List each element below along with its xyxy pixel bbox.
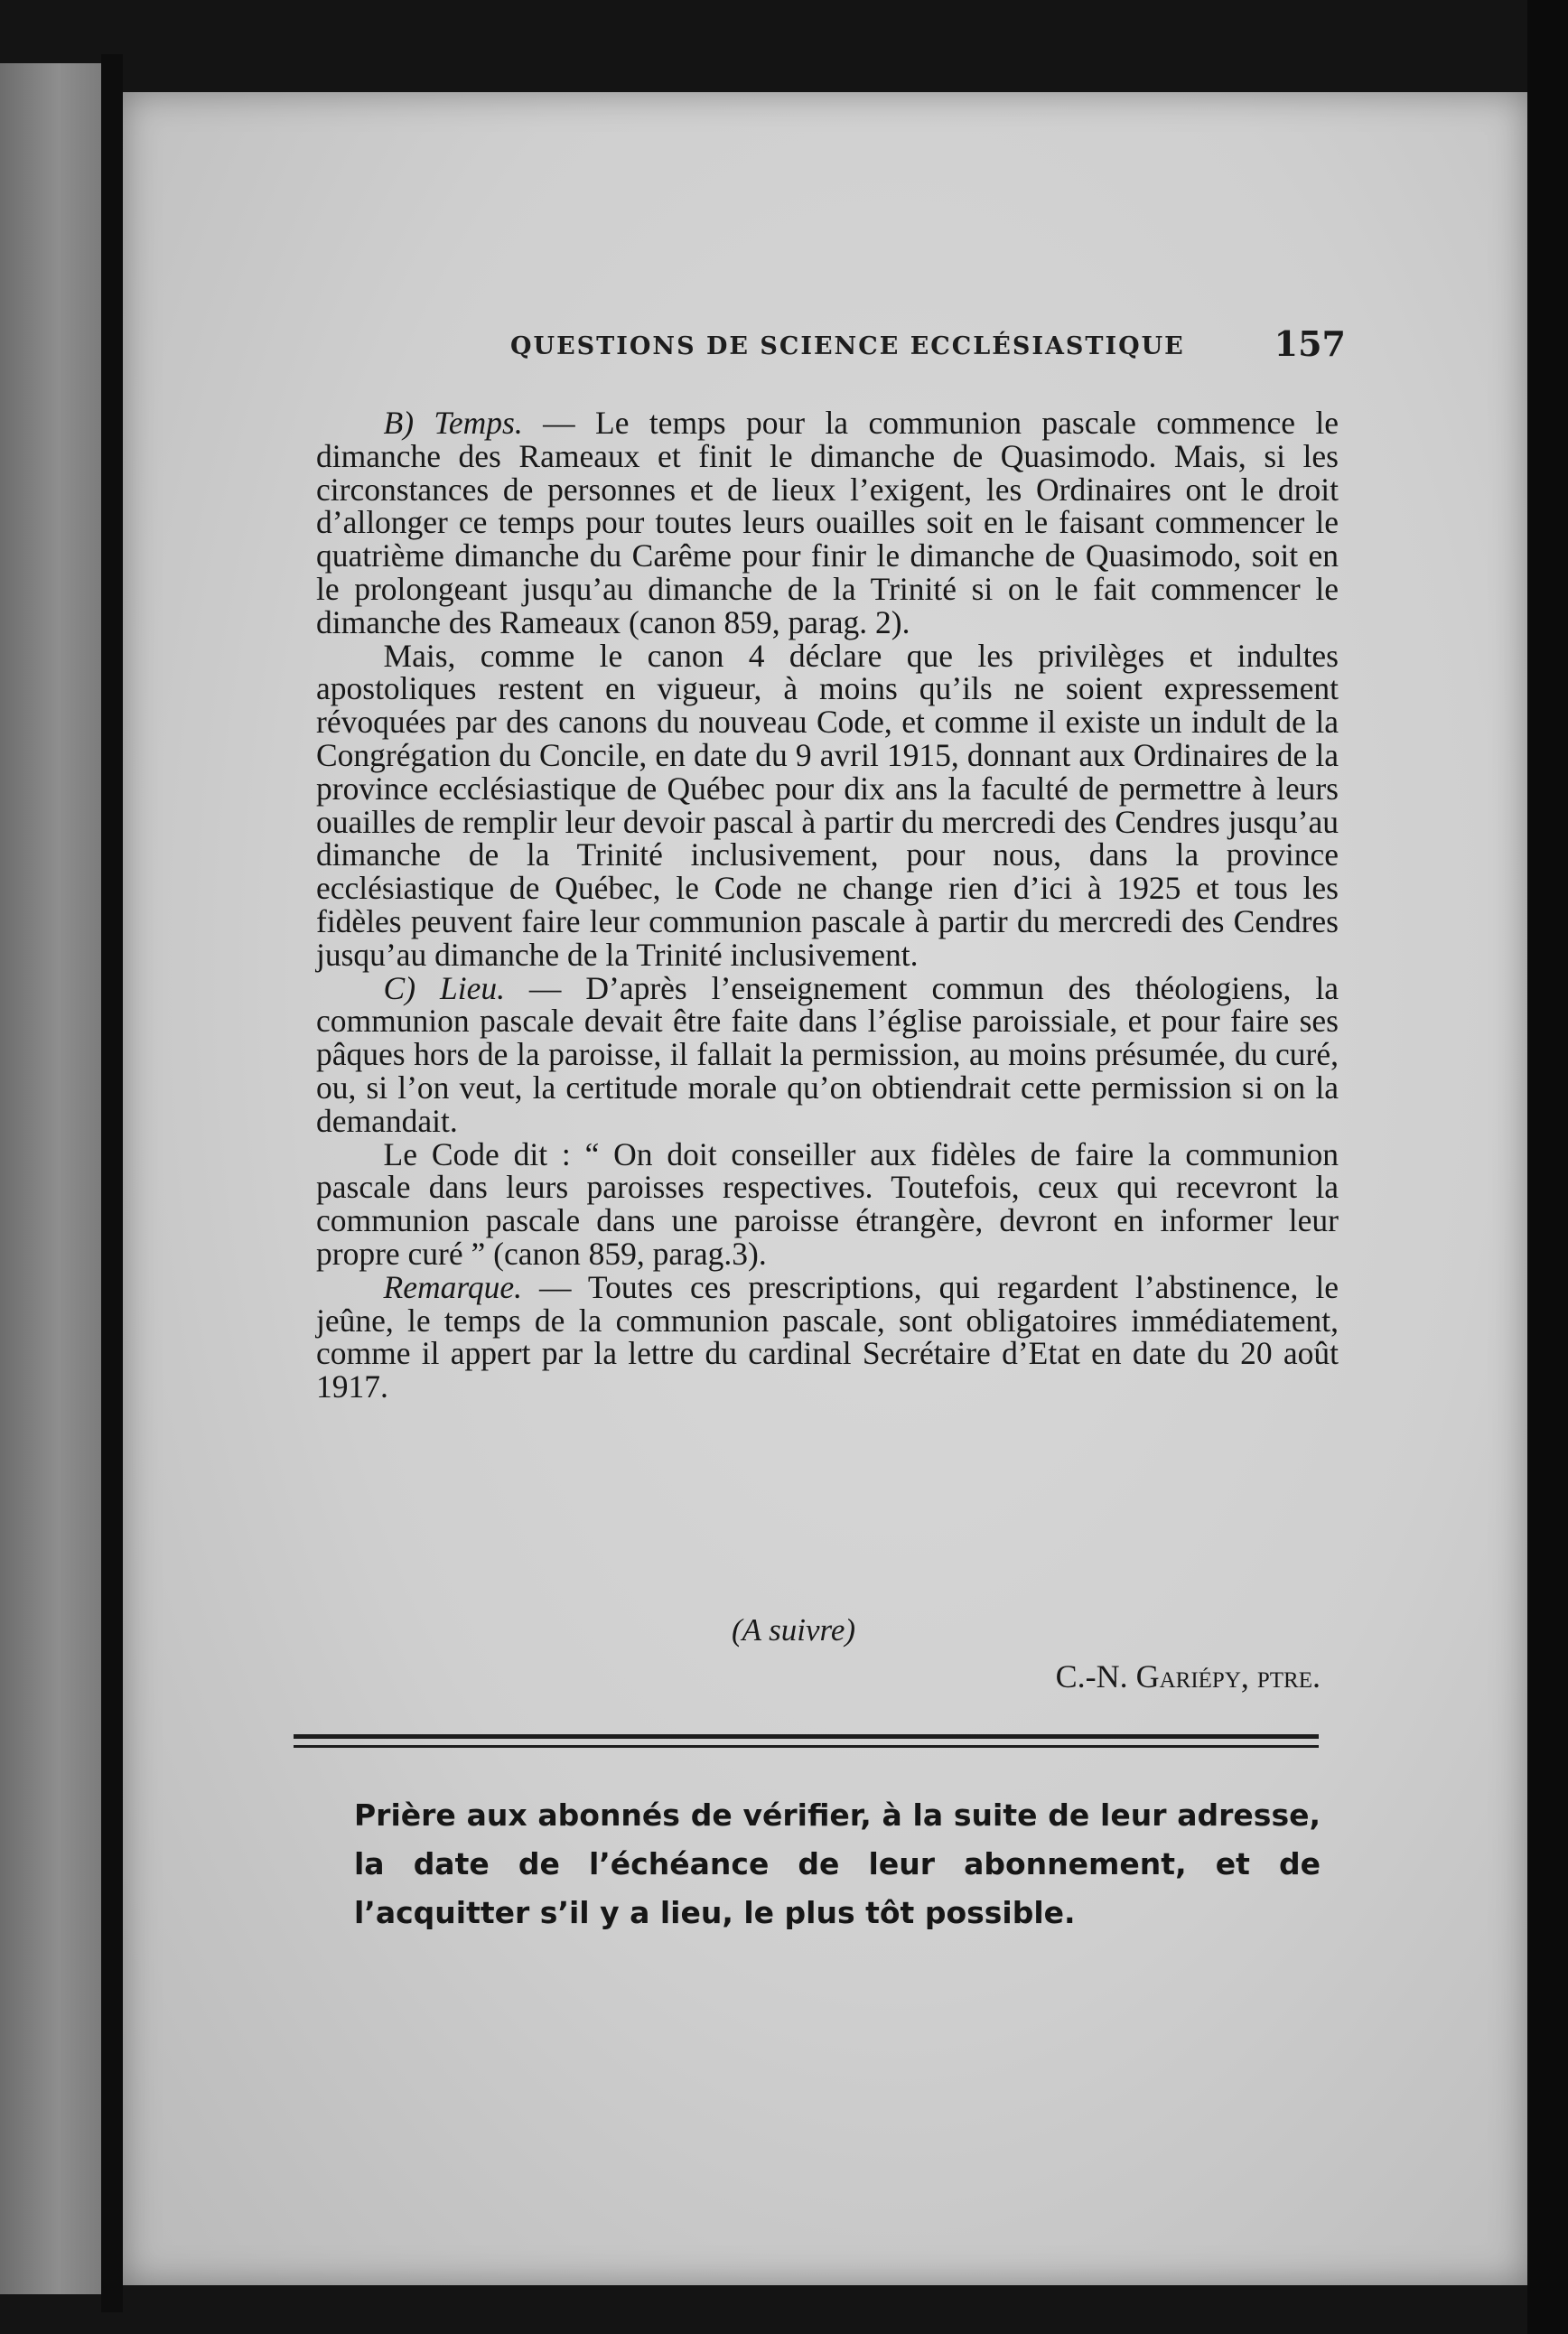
book-gutter <box>101 54 123 2312</box>
author-signature: C.-N. Gariépy, ptre. <box>1055 1658 1321 1694</box>
to-be-continued: (A suivre) <box>732 1612 856 1648</box>
paragraph-remarque <box>316 1268 1339 1405</box>
page-header <box>388 323 1346 378</box>
divider-rule <box>294 1734 1319 1739</box>
facing-page-edge <box>0 63 107 2294</box>
section-lead: C) Lieu. <box>383 969 505 1006</box>
article-signoff <box>316 1603 1339 1703</box>
paragraph-text: — Le temps pour la communion pascale commence le dimanche des Rameaux et finit le dimanche de Quasimodo. Mais, si les circonstances de personnes et de lieux l’exigent, les Ordinaires ont le droit d’allonger ce temps pour toutes leurs ouailles soit en le faisant commencer le quatrième dimanche du Carême pour finir le dimanche de Quasimodo, soit en le prolongeant jusqu’au dimanche de la Trinité si on le fait commencer le dimanche des Rameaux (canon 859, parag. 2). <box>316 405 1339 640</box>
paragraph-text: Mais, comme le canon 4 déclare que les privilèges et indultes apostoliques restent en vigueur, à moins qu’ils ne soient expressement révoquées par des canons du nouveau Code, et comme il existe un indult de la Congrégation du Concile, en date du 9 avril 1915, donnant aux Ordinaires de la province ecclésiastique de Québec pour dix ans la faculté de permettre à leurs ouailles de remplir leur devoir pascal à partir du mercredi des Cendres jusqu’au dimanche de la Trinité inclusivement, pour nous, dans la province ecclésiastique de Québec, le Code ne change rien d’ici à 1925 et tous les fidèles peuvent faire leur communion pascale à partir du mercredi des Cendres jusqu’au dimanche de la Trinité inclusivement. <box>316 637 1339 973</box>
paragraph-text: — D’après l’enseignement commun des théologiens, la communion pascale devait être faite dans l’église paroissiale, et pour faire ses pâques hors de la paroisse, il fallait la permission, au moins présumée, du curé, ou, si l’on veut, la certitude morale qu’on obtiendrait cette permission si on la demandait. <box>316 969 1339 1139</box>
subscriber-notice: Prière aux abonnés de vérifier, à la suite de leur adresse, la date de l’échéance de leur abonnement, et de l’acquitter s’il y a lieu, le plus tôt possible. <box>354 1797 1321 1930</box>
paragraph-code <box>316 1135 1339 1272</box>
paragraph-text: — Toutes ces prescriptions, qui regardent l’abstinence, le jeûne, le temps de la communion pascale, sont obligatoires immédiatement, comme il appert par la lettre du cardinal Secrétaire d’Etat en date du 20 août 1917. <box>316 1268 1339 1405</box>
paragraph-lieu <box>316 969 1339 1139</box>
section-lead: Remarque. <box>383 1268 523 1305</box>
running-head: QUESTIONS DE SCIENCE ECCLÉSIASTIQUE <box>510 332 1185 360</box>
page-number: 157 <box>1274 323 1346 364</box>
paragraph-indult <box>316 637 1339 973</box>
paragraph-text: Le Code dit : “ On doit conseiller aux fidèles de faire la communion pascale dans leurs paroisses respectives. Toutefois, ceux qui recevront la communion pascale dans une paroisse étrangère, devront en informer leur propre curé ” (canon 859, parag.3). <box>316 1135 1339 1272</box>
divider-rule <box>294 1745 1319 1748</box>
section-lead: B) Temps. <box>383 405 523 441</box>
scan-border <box>1527 0 1568 2334</box>
article-body <box>316 406 1339 1404</box>
paragraph-temps <box>316 406 1339 640</box>
